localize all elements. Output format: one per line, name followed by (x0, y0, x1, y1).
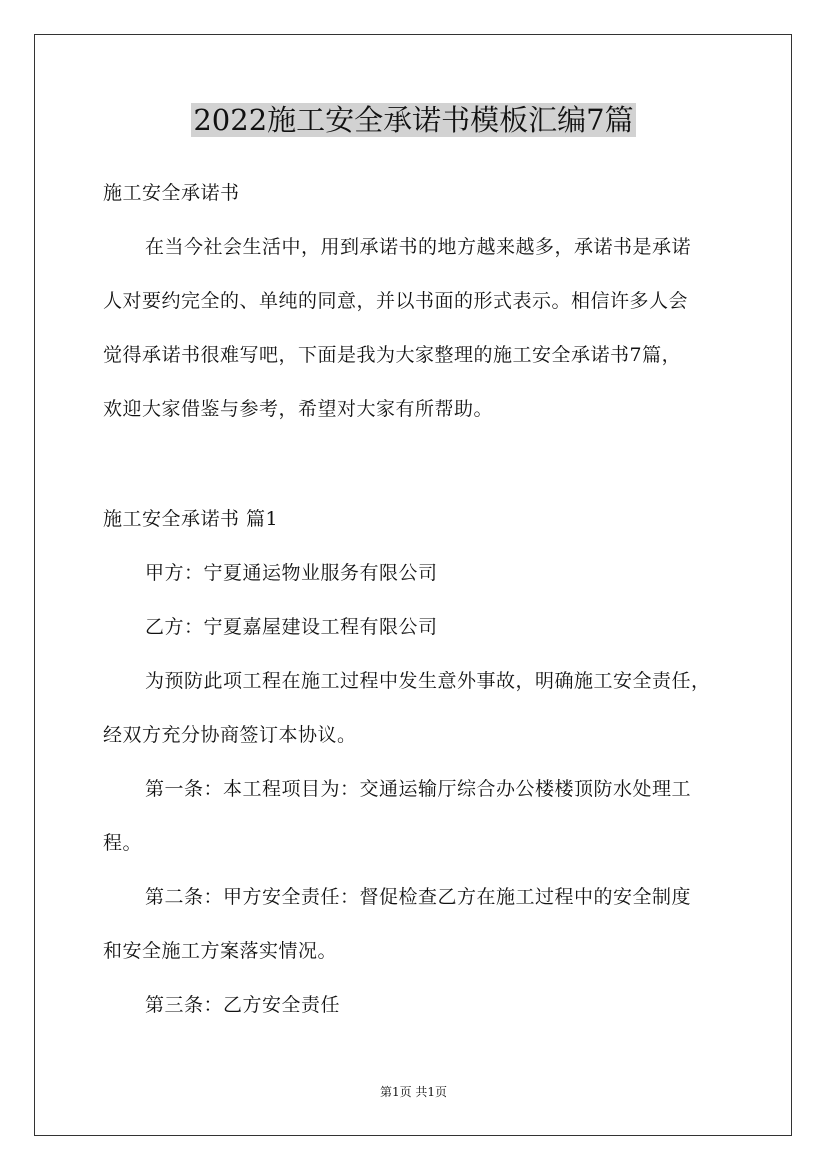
paragraph-line: 和安全施工方案落实情况。 (103, 940, 338, 962)
section-heading: 施工安全承诺书 篇1 (103, 508, 279, 530)
paragraph-line: 欢迎大家借鉴与参考，希望对大家有所帮助。 (103, 398, 494, 420)
paragraph-line: 程。 (103, 832, 143, 854)
party-b-line: 乙方：宁夏嘉屋建设工程有限公司 (145, 616, 438, 638)
article-two-line: 第二条：甲方安全责任：督促检查乙方在施工过程中的安全制度 (145, 886, 692, 908)
article-one-line: 第一条：本工程项目为：交通运输厅综合办公楼楼顶防水处理工 (145, 778, 692, 800)
paragraph-line: 经双方充分协商签订本协议。 (103, 724, 357, 746)
paragraph-line: 在当今社会生活中，用到承诺书的地方越来越多，承诺书是承诺 (145, 236, 692, 258)
document-title-text: 2022施工安全承诺书模板汇编7篇 (193, 103, 634, 137)
article-three-line: 第三条：乙方安全责任 (145, 994, 341, 1016)
paragraph-line: 人对要约完全的、单纯的同意，并以书面的形式表示。相信许多人会 (103, 290, 689, 312)
party-a-line: 甲方：宁夏通运物业服务有限公司 (145, 562, 438, 584)
paragraph-line: 觉得承诺书很难写吧，下面是我为大家整理的施工安全承诺书7篇， (103, 344, 682, 366)
page-number-footer: 第1页 共1页 (379, 1085, 448, 1099)
document-title (0, 98, 827, 142)
paragraph-line: 为预防此项工程在施工过程中发生意外事故，明确施工安全责任， (145, 670, 711, 692)
section-heading: 施工安全承诺书 (103, 182, 240, 204)
